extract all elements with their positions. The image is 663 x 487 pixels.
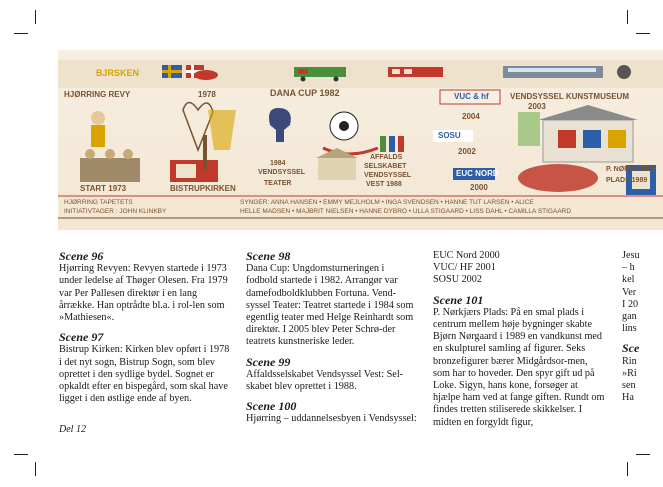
tapestry-label: 2002 [458,147,476,156]
tapestry-label: 1984 [270,160,286,167]
scene-heading: Sce [622,341,640,356]
tapestry-label: SELSKABET [364,163,407,170]
scene-text: Hjørring Revyen: Revyen startede i 1973 under ledelse af Thøger Olesen. Fra 1979 var Per Pallesen direktør i en lang årrække. Han optrådte bl.a. i rol-len som »Mathiesen«. [59,263,228,324]
clipped-line: Ha [622,392,634,404]
tapestry-label: SOSU [438,131,461,140]
text-column-2 [246,250,418,426]
tapestry-label: START 1973 [80,184,127,193]
tapestry-label: AFFALDS [370,154,403,161]
clipped-line: »Ri [622,367,637,379]
tapestry-label: EUC NORD [456,169,499,178]
scene-heading: Scene 99 [246,354,291,369]
tapestry-label: BISTRUPKIRKEN [170,184,236,193]
page-footer: Del 12 [59,424,86,435]
scene-text: Bistrup Kirken: Kirken blev opført i 1978 i det nyt sogn, Bistrup Sogn, som blev oprettet i den sydlige bydel. Sognet er opkaldt efter en bispegård, som skal have ligget i den østlige ende af byen. [59,344,230,405]
clipped-line: sen [622,380,636,392]
tapestry-label: VENDSYSSEL KUNSTMUSEUM [510,92,629,101]
tapestry-label: 1978 [198,90,216,99]
crop-mark [636,454,650,455]
clipped-line: – h [622,262,635,274]
tapestry-label: HJØRRING TAPETETS [64,199,133,206]
tapestry-label: SYNGER: ANNA HANSEN • EMMY MEJLHOLM • INGA SVENDSEN • HANNE TUT LARSEN • ALICE [240,199,534,206]
tapestry-label: TEATER [264,180,292,187]
tapestry-label: 2003 [528,102,546,111]
crop-mark [636,33,650,34]
clipped-line: Rin [622,355,637,367]
crop-mark [627,10,628,24]
scene-heading: Scene 100 [246,399,297,414]
tapestry-label: BJRSKEN [96,68,140,78]
text-column-3 [433,250,605,429]
text-column-4 [622,250,663,404]
school-line: EUC Nord 2000 [433,250,500,261]
school-line: VUC/ HF 2001 [433,262,496,274]
scene-heading: Scene 98 [246,249,291,263]
clipped-line: I 20 [622,298,639,310]
tapestry-label: HJØRRING REVY [64,90,131,99]
tapestry-label: HELLE MADSEN • MAJBRIT NIELSEN • HANNE DYBRO • ULLA STIGAARD • LISS DAHL • CAMILLA STIGAARD [240,208,572,215]
scene-heading: Scene 101 [433,292,484,307]
crop-mark [35,462,36,476]
clipped-line: Ver [622,286,637,298]
text-column-1 [59,250,231,405]
scene-heading: Scene 97 [59,330,104,345]
scene-text: Dana Cup: Ungdomsturneringen i fodbold startede i 1982. Arrangør var damefodboldklubben Fortuna. Vend-syssel Teater: Teatret startede i 1984 som egentlig teater med Helge Reinhardt som direktør. I 2005 blev Peter Schrø-der teatrets kunstneriske leder. [246,263,414,348]
clipped-line: gan [622,311,637,323]
clipped-line: lins [622,323,637,335]
crop-mark [14,454,28,455]
tapestry-label: P. NØRKJÆRS [606,166,655,173]
tapestry-label: 2004 [462,112,480,121]
clipped-line: Jesu [622,250,640,261]
tapestry-label: INITIATIVTAGER : JOHN KLINKBY [64,208,167,215]
crop-mark [627,462,628,476]
tapestry-label: VENDSYSSEL [364,172,412,179]
tapestry-label: DANA CUP 1982 [270,88,340,98]
tapestry-label: PLADS 1989 [606,177,648,184]
crop-mark [35,10,36,24]
scene-heading: Scene 96 [59,249,104,263]
tapestry-label: VEST 1988 [366,181,402,188]
tapestry-image [58,50,663,230]
crop-mark [14,33,28,34]
clipped-line: kel [622,274,635,286]
scene-text: Hjørring – uddannelsesbyen i Vendsyssel: [246,413,417,425]
scene-text: Affaldsselskabet Vendsyssel Vest: Sel-skabet blev oprettet i 1988. [246,368,404,393]
tapestry-label: 2000 [470,183,488,192]
scene-text: P. Nørkjærs Plads: På en smal plads i centrum mellem høje bygninger skabte Bjørn Nørgaard i 1989 en vandkunst med en skulpturel samling af figurer. Seks bronzefigurer bærer Midgårdsor-men, som har to hoveder. Den spyr gift ud på Loke. Sigyn, hans kone, forsøger at hjælpe ham ved at fange giften. Rundt om findes tretten stiliserede skikkelser. I midten en forgyldt figur, [433,306,605,428]
school-line: SOSU 2002 [433,274,482,286]
tapestry-label: VUC & hf [454,92,489,101]
tapestry-label: VENDSYSSEL [258,169,306,176]
